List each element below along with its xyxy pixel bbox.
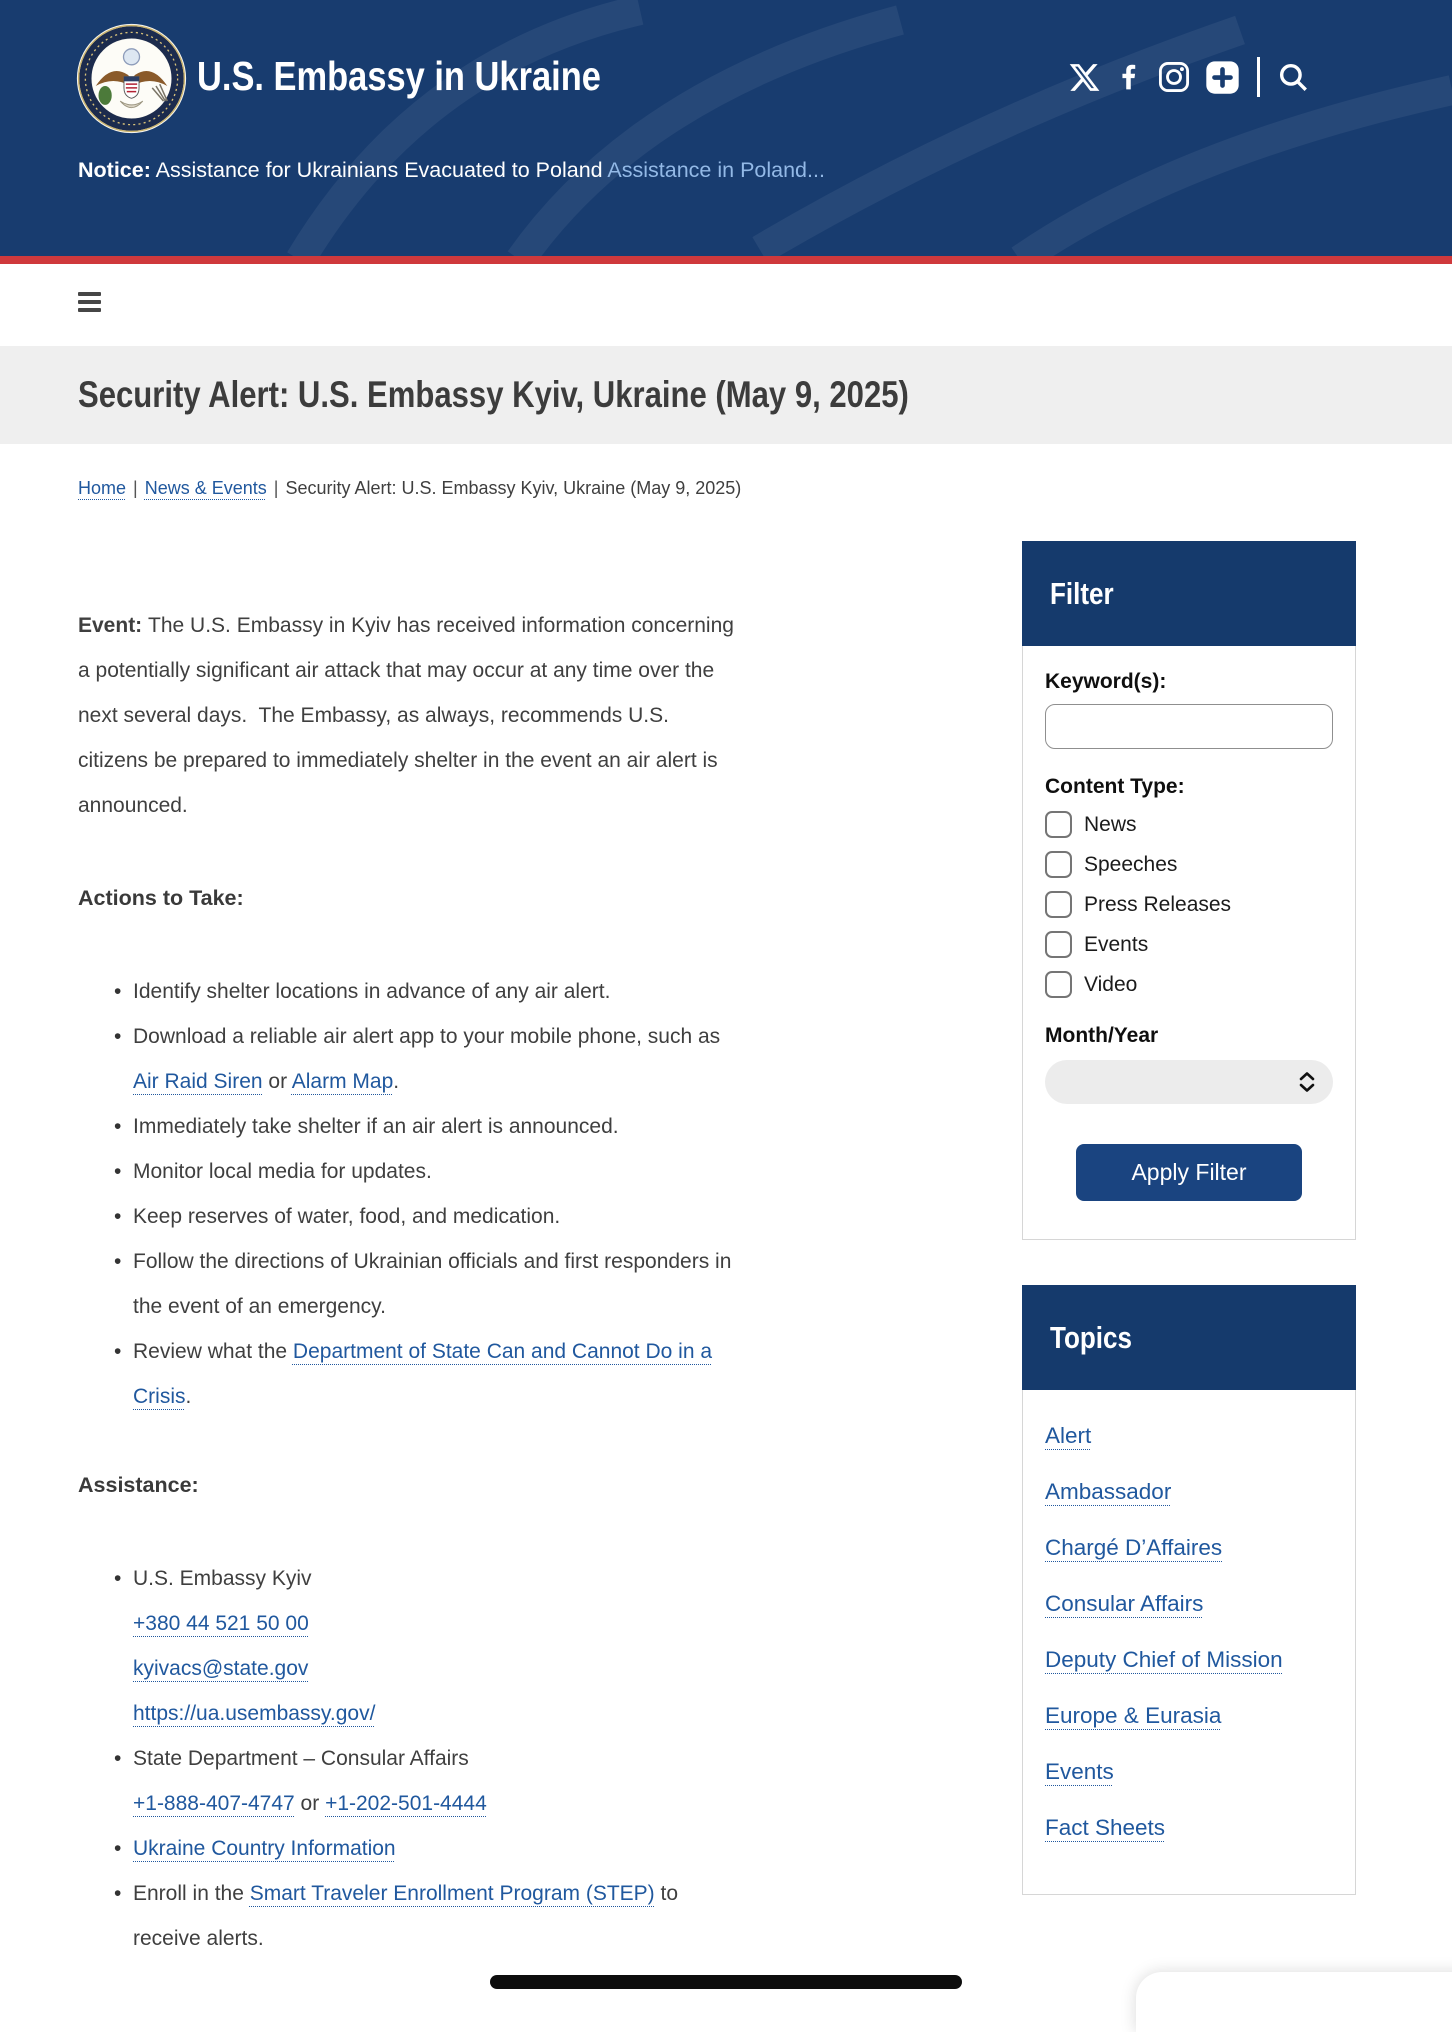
site-header [0, 0, 1452, 256]
facebook-icon[interactable] [1114, 60, 1144, 94]
list-item: • State Department – Consular Affairs +1-888-407-4747 or +1-202-501-4444 [133, 1736, 736, 1826]
content-type-label: Content Type: [1045, 775, 1185, 798]
breadcrumb [78, 478, 1452, 499]
breadcrumb-current: Security Alert: U.S. Embassy Kyiv, Ukraine (May 9, 2025) [285, 478, 742, 498]
assistance-list [78, 1556, 736, 1961]
topic-item [1045, 1642, 1297, 1680]
list-item: • Immediately take shelter if an air alert is announced. [133, 1104, 736, 1149]
checkbox-label: Video [1084, 972, 1138, 996]
filter-panel [1022, 541, 1356, 1240]
inline-link[interactable]: +380 44 521 50 00 [133, 1612, 309, 1635]
notice-bar [78, 158, 825, 183]
topic-link[interactable]: Ambassador [1045, 1479, 1172, 1504]
checkbox-label: Events [1084, 932, 1149, 956]
sidebar [1022, 541, 1356, 1895]
assistance-heading: Assistance: [78, 1473, 199, 1497]
hamburger-menu-icon[interactable] [78, 292, 102, 316]
department-of-state-seal-logo[interactable] [75, 22, 188, 135]
checkbox[interactable] [1045, 931, 1072, 958]
inline-link[interactable]: Smart Traveler Enrollment Program (STEP) [249, 1882, 655, 1905]
list-item: • Follow the directions of Ukrainian officials and first responders in the event of an emergency. [133, 1239, 736, 1329]
more-plus-icon[interactable] [1204, 59, 1241, 96]
apply-filter-button[interactable]: Apply Filter [1076, 1144, 1302, 1201]
content-type-option[interactable] [1045, 811, 1333, 838]
floating-widget-corner[interactable] [1136, 1972, 1452, 2032]
breadcrumb-home-link[interactable]: Home [78, 478, 127, 498]
horizontal-drag-indicator[interactable] [490, 1975, 962, 1989]
checkbox[interactable] [1045, 811, 1072, 838]
list-item: • Identify shelter locations in advance of any air alert. [133, 969, 736, 1014]
topic-link[interactable]: Fact Sheets [1045, 1815, 1166, 1840]
content-type-option[interactable] [1045, 971, 1333, 998]
inline-link[interactable]: Alarm Map [291, 1070, 394, 1093]
content-type-option[interactable] [1045, 931, 1333, 958]
topic-link[interactable]: Consular Affairs [1045, 1591, 1204, 1616]
alert-article [78, 499, 736, 1961]
topic-item [1045, 1810, 1297, 1848]
social-icons [1068, 57, 1310, 97]
red-accent-bar [0, 256, 1452, 264]
topic-link[interactable]: Events [1045, 1759, 1114, 1784]
checkbox-label: Speeches [1084, 852, 1178, 876]
inline-link[interactable]: Air Raid Siren [133, 1070, 263, 1093]
icon-divider [1257, 57, 1260, 97]
month-year-label: Month/Year [1045, 1024, 1159, 1047]
checkbox-label: News [1084, 812, 1137, 836]
inline-link[interactable]: Ukraine Country Information [133, 1837, 396, 1860]
topic-link[interactable]: Europe & Eurasia [1045, 1703, 1222, 1728]
list-item: • Keep reserves of water, food, and medication. [133, 1194, 736, 1239]
topic-item [1045, 1418, 1297, 1456]
select-chevrons-icon [1297, 1070, 1317, 1094]
instagram-icon[interactable] [1157, 60, 1191, 94]
filter-title: Filter [1050, 575, 1114, 611]
inline-link[interactable]: kyivacs@state.gov [133, 1657, 309, 1680]
menu-row [0, 264, 1452, 346]
site-title[interactable]: U.S. Embassy in Ukraine [197, 53, 601, 99]
list-item: • Download a reliable air alert app to your mobile phone, such as Air Raid Siren or Alarm Map. [133, 1014, 736, 1104]
topic-item [1045, 1754, 1297, 1792]
topic-item [1045, 1530, 1297, 1568]
topics-panel-header [1022, 1285, 1356, 1390]
notice-link[interactable]: Assistance in Poland... [607, 158, 825, 182]
notice-label: Notice: [78, 158, 151, 182]
x-icon[interactable] [1068, 61, 1101, 94]
list-item: • Enroll in the Smart Traveler Enrollment Program (STEP) to receive alerts. [133, 1871, 736, 1961]
title-band [0, 346, 1452, 444]
actions-heading: Actions to Take: [78, 886, 244, 910]
topics-title: Topics [1050, 1319, 1132, 1355]
topic-item [1045, 1698, 1297, 1736]
keyword-label: Keyword(s): [1045, 670, 1167, 693]
topic-item [1045, 1586, 1297, 1624]
search-icon[interactable] [1276, 60, 1310, 94]
breadcrumb-separator: | [133, 478, 138, 498]
breadcrumb-news-link[interactable]: News & Events [144, 478, 267, 498]
inline-link[interactable]: +1-888-407-4747 [133, 1792, 295, 1815]
list-item [133, 1826, 736, 1871]
content-type-option[interactable] [1045, 891, 1333, 918]
month-year-select[interactable] [1045, 1060, 1333, 1104]
topics-panel [1022, 1285, 1356, 1895]
event-paragraph: Event: The U.S. Embassy in Kyiv has received information concerning a potentially significant air attack that may occur at any time over the next several days. The Embassy, as always, recommends U.S. citizens be prepared to immediately shelter in the event an air alert is announced. [78, 614, 734, 817]
filter-panel-header [1022, 541, 1356, 646]
inline-link[interactable]: Department of State Can and Cannot Do in a Crisis [133, 1340, 713, 1408]
topic-link[interactable]: Chargé D’Affaires [1045, 1535, 1223, 1560]
inline-link[interactable]: +1-202-501-4444 [325, 1792, 487, 1815]
list-item: • U.S. Embassy Kyiv +380 44 521 50 00 kyivacs@state.gov https://ua.usembassy.gov/ [133, 1556, 736, 1736]
notice-text: Assistance for Ukrainians Evacuated to Poland [150, 158, 608, 182]
breadcrumb-separator: | [273, 478, 279, 498]
topic-link[interactable]: Deputy Chief of Mission [1045, 1647, 1283, 1672]
checkbox[interactable] [1045, 971, 1072, 998]
content-type-list [1045, 811, 1333, 998]
topic-link[interactable]: Alert [1045, 1423, 1092, 1448]
checkbox[interactable] [1045, 891, 1072, 918]
content-type-option[interactable] [1045, 851, 1333, 878]
checkbox-label: Press Releases [1084, 892, 1232, 916]
actions-list [78, 969, 736, 1419]
checkbox[interactable] [1045, 851, 1072, 878]
inline-link[interactable]: https://ua.usembassy.gov/ [133, 1702, 376, 1725]
topics-list [1023, 1390, 1355, 1894]
list-item: • Monitor local media for updates. [133, 1149, 736, 1194]
topic-item [1045, 1474, 1297, 1512]
page-title: Security Alert: U.S. Embassy Kyiv, Ukraine (May 9, 2025) [78, 374, 909, 415]
main-content-area [0, 499, 1452, 1961]
keyword-input[interactable] [1045, 704, 1333, 749]
list-item: • Review what the Department of State Can and Cannot Do in a Crisis. [133, 1329, 736, 1419]
